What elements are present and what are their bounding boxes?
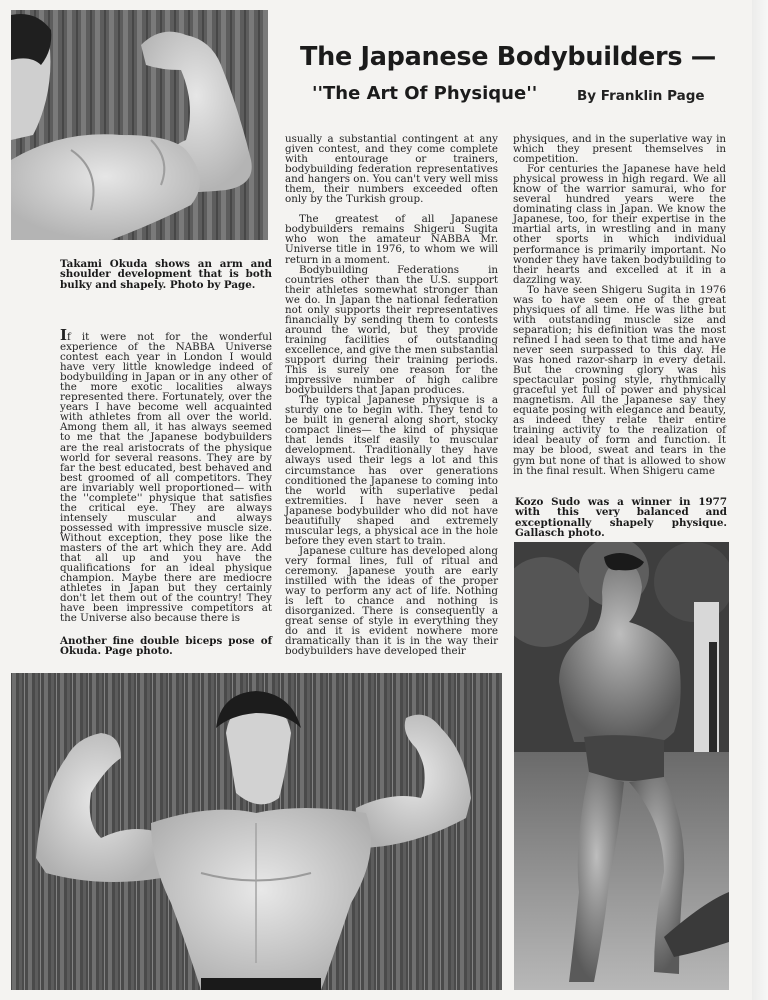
paragraph: Bodybuilding Federations in countries other than the U.S. support their athletes somewhat stronger than we do. In Japan the national federation not only supports their representatives financially by sending them to contests around the world, but they provide training facilities of outstanding excellence, and give the men substantial support during their training periods. This is surely one reason for the impressive number of high calibre bodybuilders that Japan produces. — [285, 263, 498, 397]
photo-okuda-double-biceps — [11, 673, 502, 990]
article-column-2 — [285, 134, 498, 656]
article-subtitle: ''The Art Of Physique'' — [312, 83, 538, 104]
paragraph-text: f it were not for the wonderful experience of the NABBA Universe contest each year in London I would have very little knowledge indeed of bodybuilding in Japan or in any other of the more exotic localities always represented there. Fortunately, over the years I have become well acquainted with athletes from all over the world. Among them all, it has always seemed to me that the Japanese bodybuilders are the real aristocrats of the physique world for several reasons. They are by far the best educated, best behaved and best groomed of all competitors. They are invariably well proportioned— with the ''complete'' physique that satisfies the critical eye. They are always intensely muscular and always possessed with impressive muscle size. Without exception, they pose like the masters of the art which they are. Add that all up and you have the qualifications for an ideal physique champion. Maybe there are mediocre athletes in Japan but they certainly don't let them out of the country! They have been impressive competitors at the Universe also because there is — [60, 331, 272, 625]
paragraph: Japanese culture has developed along very formal lines, full of ritual and ceremony. Japanese youth are early instilled with the ideas of the proper way to perform any act of life. Nothing is left to chance and nothing is disorganized. There is consequently a great sense of style in everything they do and it is evident nowhere more dramatically than it is in the way their bodybuilders have developed their — [285, 544, 498, 658]
article-column-3 — [513, 134, 726, 476]
article-column-1 — [60, 326, 272, 625]
paragraph: usually a substantial contingent at any given contest, and they come complete with entourage or trainers, bodybuilding federation representatives and hangers on. You can't very well miss them, their numbers exceeded often only by the Turkish group. — [285, 133, 498, 206]
paragraph: physiques, and in the superlative way in which they present themselves in competition. — [513, 133, 726, 166]
caption-kozo-sudo: Kozo Sudo was a winner in 1977 with this very balanced and exceptionally shapely physique. Gallasch photo. — [515, 496, 727, 539]
caption-top-photo: Takami Okuda shows an arm and shoulder development that is both bulky and shapely. Photo by Page. — [60, 258, 272, 291]
drop-cap: I — [60, 326, 68, 344]
paragraph: The typical Japanese physique is a sturdy one to begin with. They tend to be built in general along short, stocky compact lines— the kind of physique that lends itself easily to muscular development. Traditionally they have always used their legs a lot and this circumstance has over generations conditioned the Japanese to coming into the world with superlative pedal extremities. I have never seen a Japanese bodybuilder who did not have beautifully shaped and extremely muscular legs, a physical ace in the hole before they even start to train. — [285, 394, 498, 547]
page-gutter-shade — [752, 0, 768, 1000]
paragraph: The greatest of all Japanese bodybuilders remains Shigeru Sugita who won the amateur NABBA Mr. Universe title in 1976, to whom we will return in a moment. — [285, 213, 498, 266]
paragraph: To have seen Shigeru Sugita in 1976 was to have seen one of the great physiques of all time. He was lithe but with outstanding muscle size and separation; his definition was the most refined I had seen to that time and have never seen surpassed to this day. He was honed razor-sharp in every detail. But the crowning glory was his spectacular posing style, rhythmically graceful yet full of power and physical magnetism. All the Japanese say they equate posing with elegance and beauty, as indeed they relate their entire training activity to the realization of ideal beauty of form and function. It may be blood, sweat and tears in the gym but none of that is allowed to show in the final result. When Shigeru came — [513, 283, 726, 477]
photo-kozo-sudo — [514, 542, 729, 990]
article-title: The Japanese Bodybuilders — — [300, 42, 716, 72]
article-byline: By Franklin Page — [577, 88, 705, 104]
photo-okuda-arm-pose — [11, 10, 268, 240]
paragraph — [60, 326, 272, 625]
caption-double-biceps: Another fine double biceps pose of Okuda. Page photo. — [60, 635, 272, 658]
paragraph: For centuries the Japanese have held physical prowess in high regard. We all know of the warrior samurai, who for several hundred years were the dominating class in Japan. We know the Japanese, too, for their expertise in the martial arts, in wrestling and in many other sports in which individual performance is primarily important. No wonder they have taken bodybuilding to their hearts and excelled at it in a dazzling way. — [513, 163, 726, 286]
